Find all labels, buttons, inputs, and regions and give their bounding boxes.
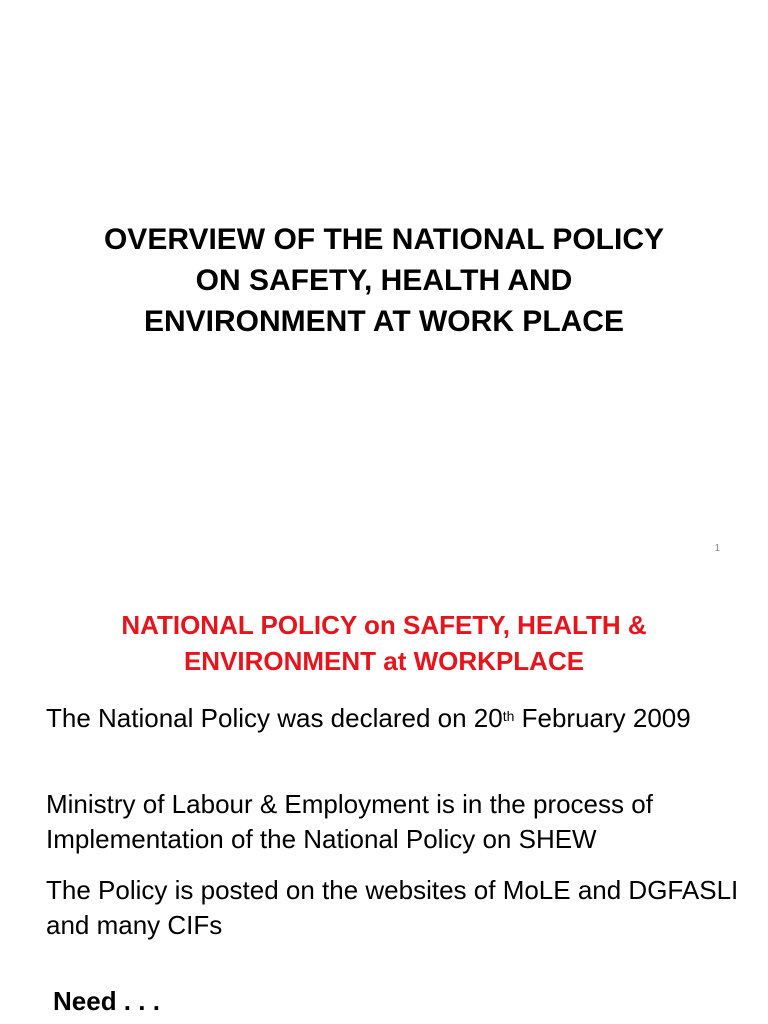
slide-2-title-line-1: NATIONAL POLICY on SAFETY, HEALTH & bbox=[121, 610, 647, 640]
slide-1-title bbox=[0, 219, 768, 342]
slide-2-title-line-2: ENVIRONMENT at WORKPLACE bbox=[183, 646, 585, 676]
slide-2 bbox=[0, 576, 768, 1024]
bullet-implementation: Ministry of Labour & Employment is in the process of Implementation of the National Policy on SHEW bbox=[46, 789, 653, 854]
slide-1-title-line-1: OVERVIEW OF THE NATIONAL POLICY bbox=[103, 223, 665, 256]
slide-number: 1 bbox=[714, 543, 720, 554]
ordinal-superscript: th bbox=[502, 708, 515, 724]
bullet-declared-date-rest: February 2009 bbox=[514, 703, 691, 733]
need-heading: Need . . . bbox=[53, 986, 160, 1016]
bullet-declared-date-text: The National Policy was declared on 20 bbox=[46, 703, 503, 733]
bullet-declared-date bbox=[46, 701, 746, 736]
slide-1-title-line-3: ENVIRONMENT AT WORK PLACE bbox=[144, 305, 624, 338]
slide-1-title-line-2: ON SAFETY, HEALTH AND bbox=[195, 264, 573, 297]
bullet-websites: The Policy is posted on the websites of MoLE and DGFASLI and many CIFs bbox=[46, 875, 739, 940]
slide-2-title bbox=[0, 607, 768, 679]
